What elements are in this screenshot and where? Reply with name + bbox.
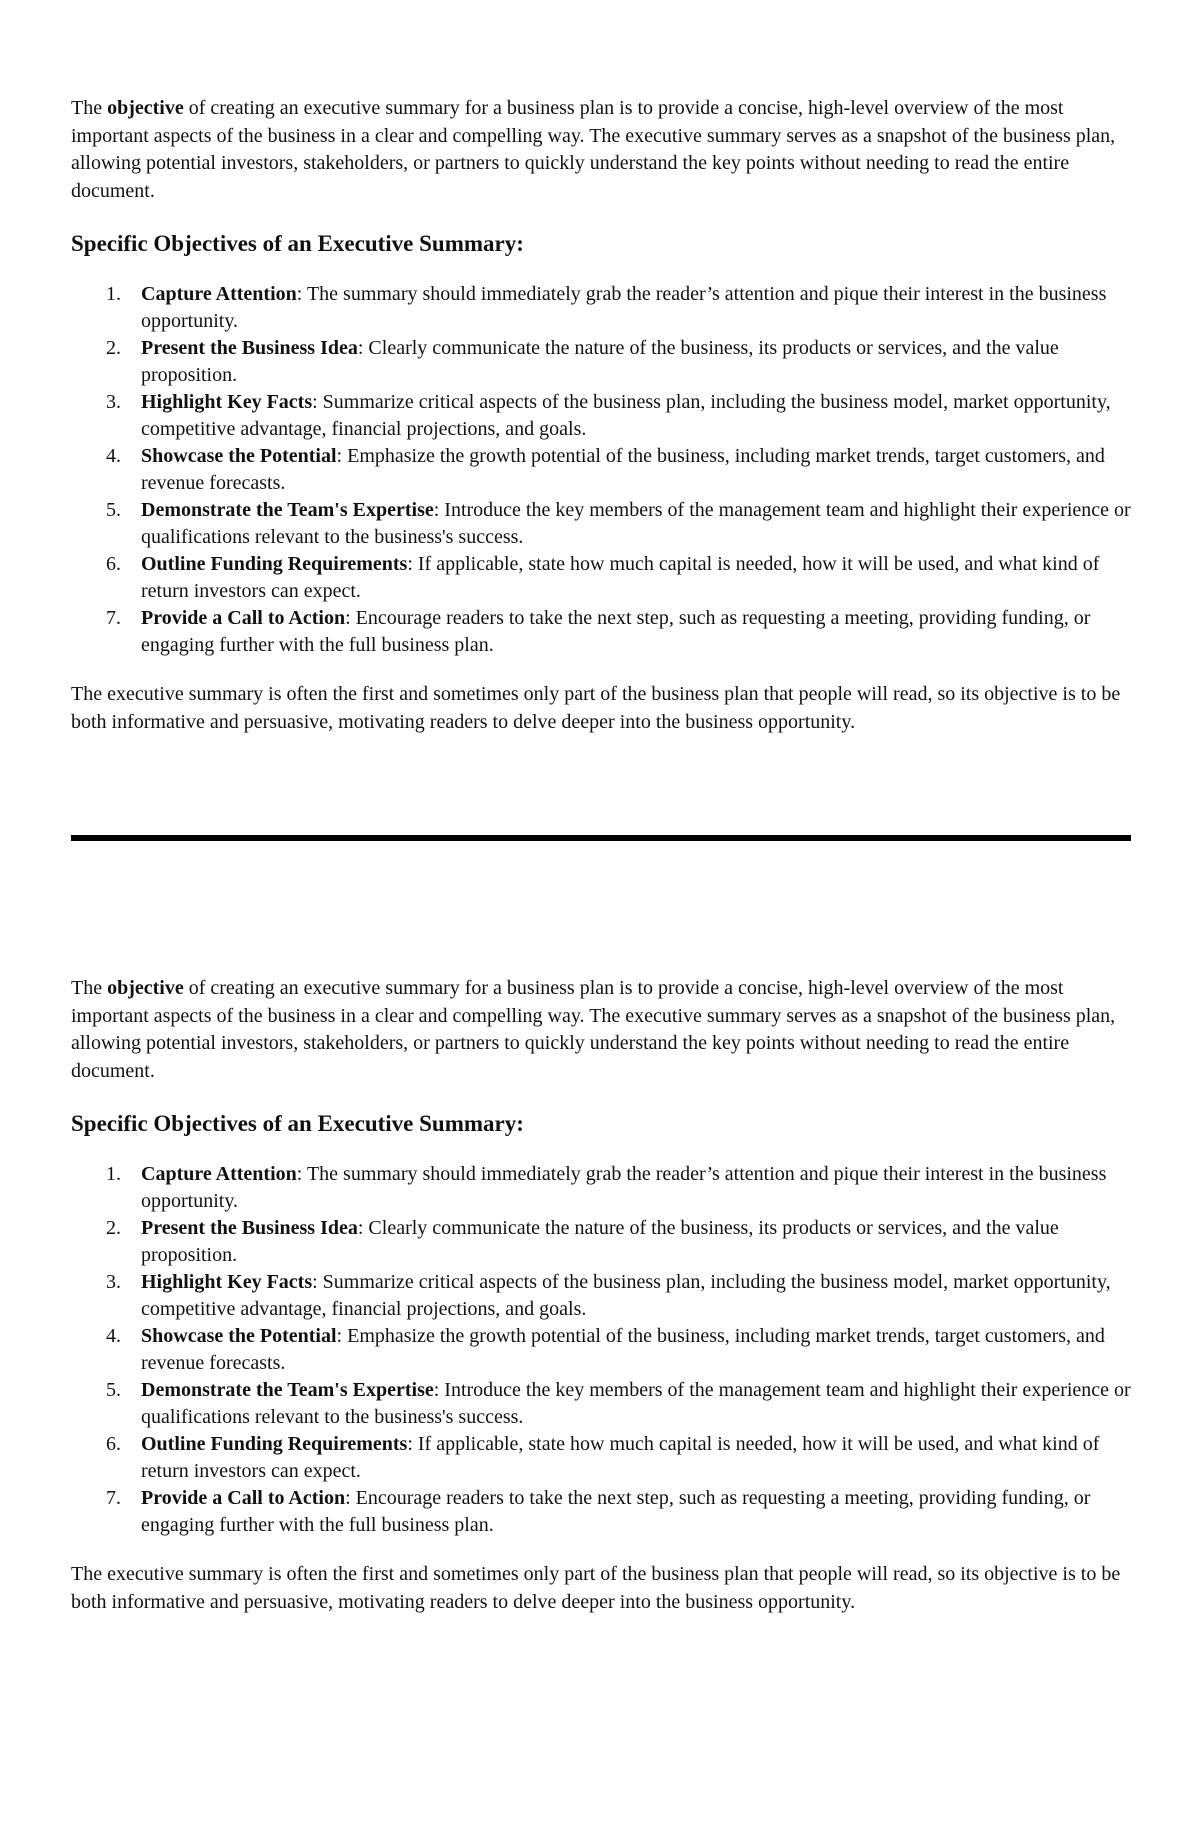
list-item xyxy=(71,605,1131,659)
section-heading: Specific Objectives of an Executive Summary: xyxy=(71,1111,524,1136)
list-item xyxy=(71,551,1131,605)
list-number: 6. xyxy=(106,1433,121,1455)
objective-text: : The summary should immediately grab the reader’s attention and pique their interest in the business opportunity. xyxy=(141,283,1107,332)
list-number: 2. xyxy=(106,1217,121,1239)
objective-text: : If applicable, state how much capital is needed, how it will be used, and what kind of return investors can expect. xyxy=(141,553,1100,602)
objective-term: Outline Funding Requirements xyxy=(141,553,408,575)
objective-term: Provide a Call to Action xyxy=(141,607,346,629)
intro-body: of creating an executive summary for a business plan is to provide a concise, high-level overview of the most important aspects of the business in a clear and compelling way. The executive summary serves as a snapshot of the business plan, allowing potential investors, stakeholders, or partners to quickly understand the key points without needing to read the entire document. xyxy=(71,97,1116,202)
closing-paragraph: The executive summary is often the first and sometimes only part of the business plan that people will read, so its objective is to be both informative and persuasive, motivating readers to delve deeper into the business opportunity. xyxy=(71,1563,1121,1613)
objective-term: Capture Attention xyxy=(141,283,297,305)
list-item xyxy=(71,389,1131,443)
document-section xyxy=(71,95,1131,736)
list-number: 6. xyxy=(106,553,121,575)
objective-term: Provide a Call to Action xyxy=(141,1487,346,1509)
list-number: 2. xyxy=(106,337,121,359)
intro-lead: The xyxy=(71,977,108,999)
objective-term: Present the Business Idea xyxy=(141,1217,358,1239)
objectives-list xyxy=(71,281,1131,659)
list-item xyxy=(71,1485,1131,1539)
list-number: 1. xyxy=(106,1163,121,1185)
list-item xyxy=(71,497,1131,551)
objective-text: : Introduce the key members of the management team and highlight their experience or qualifications relevant to the business's success. xyxy=(141,1379,1131,1428)
horizontal-divider xyxy=(71,835,1131,841)
objective-term: Demonstrate the Team's Expertise xyxy=(141,499,434,521)
list-item xyxy=(71,1323,1131,1377)
objective-text: : Introduce the key members of the management team and highlight their experience or qualifications relevant to the business's success. xyxy=(141,499,1131,548)
list-item xyxy=(71,281,1131,335)
objective-text: : If applicable, state how much capital is needed, how it will be used, and what kind of return investors can expect. xyxy=(141,1433,1100,1482)
intro-keyword: objective xyxy=(107,97,184,119)
objective-term: Demonstrate the Team's Expertise xyxy=(141,1379,434,1401)
objective-text: : Summarize critical aspects of the business plan, including the business model, market opportunity, competitive advantage, financial projections, and goals. xyxy=(141,391,1111,440)
list-number: 1. xyxy=(106,283,121,305)
closing-paragraph: The executive summary is often the first and sometimes only part of the business plan that people will read, so its objective is to be both informative and persuasive, motivating readers to delve deeper into the business opportunity. xyxy=(71,683,1121,733)
section-heading: Specific Objectives of an Executive Summary: xyxy=(71,231,524,256)
objective-term: Outline Funding Requirements xyxy=(141,1433,408,1455)
objective-text: : Encourage readers to take the next step, such as requesting a meeting, providing funding, or engaging further with the full business plan. xyxy=(141,607,1091,656)
objective-term: Highlight Key Facts xyxy=(141,1271,313,1293)
objective-term: Showcase the Potential xyxy=(141,1325,337,1347)
objective-text: : Clearly communicate the nature of the business, its products or services, and the value proposition. xyxy=(141,337,1059,386)
list-number: 4. xyxy=(106,1325,121,1347)
intro-keyword: objective xyxy=(107,977,184,999)
list-number: 3. xyxy=(106,1271,121,1293)
intro-paragraph xyxy=(71,95,1131,205)
objective-term: Present the Business Idea xyxy=(141,337,358,359)
list-number: 4. xyxy=(106,445,121,467)
list-item xyxy=(71,1215,1131,1269)
list-item xyxy=(71,1431,1131,1485)
list-number: 7. xyxy=(106,607,121,629)
objectives-list xyxy=(71,1161,1131,1539)
list-number: 5. xyxy=(106,1379,121,1401)
objective-term: Highlight Key Facts xyxy=(141,391,313,413)
objective-text: : Emphasize the growth potential of the business, including market trends, target customers, and revenue forecasts. xyxy=(141,445,1105,494)
intro-lead: The xyxy=(71,97,108,119)
objective-text: : Emphasize the growth potential of the business, including market trends, target customers, and revenue forecasts. xyxy=(141,1325,1105,1374)
list-number: 3. xyxy=(106,391,121,413)
document-section xyxy=(71,975,1131,1616)
list-number: 7. xyxy=(106,1487,121,1509)
objective-term: Capture Attention xyxy=(141,1163,297,1185)
objective-text: : The summary should immediately grab the reader’s attention and pique their interest in the business opportunity. xyxy=(141,1163,1107,1212)
list-item xyxy=(71,1269,1131,1323)
objective-text: : Summarize critical aspects of the business plan, including the business model, market opportunity, competitive advantage, financial projections, and goals. xyxy=(141,1271,1111,1320)
list-item xyxy=(71,1161,1131,1215)
list-item xyxy=(71,1377,1131,1431)
list-item xyxy=(71,443,1131,497)
list-item xyxy=(71,335,1131,389)
intro-body: of creating an executive summary for a business plan is to provide a concise, high-level overview of the most important aspects of the business in a clear and compelling way. The executive summary serves as a snapshot of the business plan, allowing potential investors, stakeholders, or partners to quickly understand the key points without needing to read the entire document. xyxy=(71,977,1116,1082)
objective-term: Showcase the Potential xyxy=(141,445,337,467)
objective-text: : Encourage readers to take the next step, such as requesting a meeting, providing funding, or engaging further with the full business plan. xyxy=(141,1487,1091,1536)
objective-text: : Clearly communicate the nature of the business, its products or services, and the value proposition. xyxy=(141,1217,1059,1266)
list-number: 5. xyxy=(106,499,121,521)
intro-paragraph xyxy=(71,975,1131,1085)
